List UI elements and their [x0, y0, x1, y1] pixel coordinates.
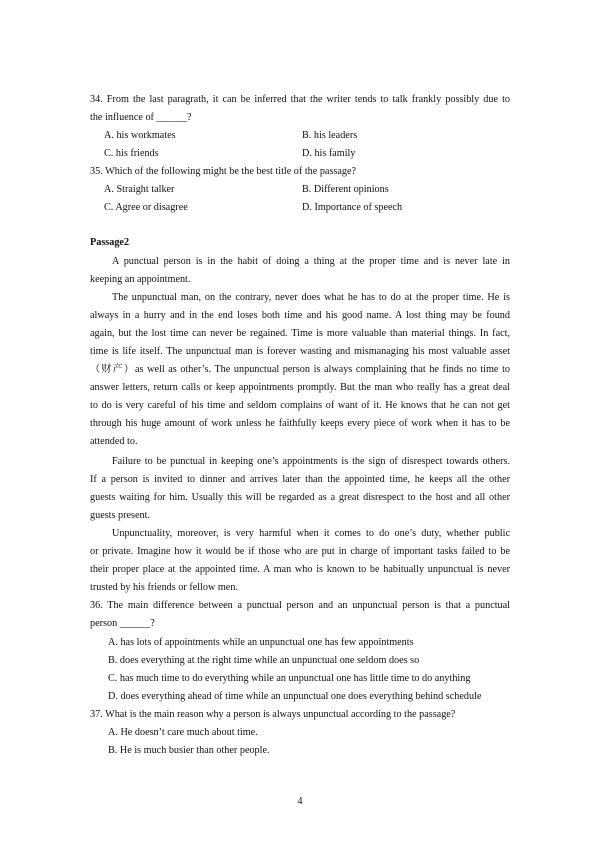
passage-line: through his huge amount of work unless he faithfully keeps every piece of work when it has to be: [90, 418, 510, 429]
passage-line: to do is very careful of his time and seldom complains of want of it. He knows that he can not get: [90, 400, 510, 411]
q37-stem: 37. What is the main reason why a person is always unpunctual according to the passage?: [90, 709, 456, 720]
q34-stem-line2: the influence of ______?: [90, 112, 192, 123]
q37-option-b: B. He is much busier than other people.: [108, 745, 270, 756]
passage-line: Unpunctuality, moreover, is very harmful when it comes to do one’s duty, whether public: [112, 528, 510, 539]
q36-option-b: B. does everything at the right time while an unpunctual one seldom does so: [108, 655, 420, 666]
q36-stem-line1: 36. The main difference between a punctual person and an unpunctual person is that a punctual: [90, 600, 510, 611]
q35-stem: 35. Which of the following might be the best title of the passage?: [90, 166, 357, 177]
q34-option-d: D. his family: [302, 148, 356, 159]
q36-stem-line2: person ______?: [90, 618, 155, 629]
q34-option-b: B. his leaders: [302, 130, 358, 141]
page-number: 4: [297, 796, 303, 807]
q34-option-c: C. his friends: [104, 148, 159, 159]
q34-option-a: A. his workmates: [104, 130, 176, 141]
q34-stem-line1: 34. From the last paragrath, it can be inferred that the writer tends to talk frankly possibly due to: [90, 94, 510, 105]
q35-option-c: C. Agree or disagree: [104, 202, 188, 213]
passage-line: attended to.: [90, 436, 138, 447]
q35-option-a: A. Straight talker: [104, 184, 175, 195]
q35-option-b: B. Different opinions: [302, 184, 389, 195]
q36-option-d: D. does everything ahead of time while an unpunctual one does everything behind schedule: [108, 691, 482, 702]
passage-line: The unpunctual man, on the contrary, never does what he has to do at the proper time. He is: [112, 292, 510, 303]
passage-line: always in a hurry and in the end loses both time and his good name. A lost thing may be found: [90, 310, 510, 321]
passage-line: keeping an appointment.: [90, 274, 191, 285]
passage-line: guests present.: [90, 510, 150, 521]
passage-line: Failure to be punctual in keeping one’s appointments is the sign of disrespect towards others.: [112, 456, 510, 467]
passage-line: or private. Imagine how it would be if those who are put in charge of important tasks failed to be: [90, 546, 510, 557]
passage-line: trusted by his friends or fellow men.: [90, 582, 238, 593]
passage-line: their proper place at the appointed time. A man who is known to be habitually unpunctual is never: [90, 564, 510, 575]
passage-line: guests waiting for him. Usually this will be regarded as a great disrespect to the host and all other: [90, 492, 510, 503]
passage-line: If a person is invited to dinner and arrives later than the appointed time, he keeps all the other: [90, 474, 510, 485]
q37-option-a: A. He doesn’t care much about time.: [108, 727, 258, 738]
passage-line: time is life itself. The unpunctual man is forever wasting and mismanaging his most valuable asset: [90, 346, 510, 357]
q36-option-c: C. has much time to do everything while an unpunctual one has little time to do anything: [108, 673, 471, 684]
q35-option-d: D. Importance of speech: [302, 202, 403, 213]
passage-line: again, but the lost time can never be regained. Time is more valuable than material things. In fact,: [90, 328, 510, 339]
passage-line: （财产）as well as other’s. The unpunctual person is always complaining that he finds no time to: [90, 364, 510, 375]
passage-title: Passage2: [90, 237, 130, 248]
passage-line: A punctual person is in the habit of doing a thing at the proper time and is never late in: [112, 256, 510, 267]
passage-line: answer letters, return calls or keep appointments promptly. But the man who really has a great deal: [90, 382, 510, 393]
q36-option-a: A. has lots of appointments while an unpunctual one has few appointments: [108, 637, 414, 648]
